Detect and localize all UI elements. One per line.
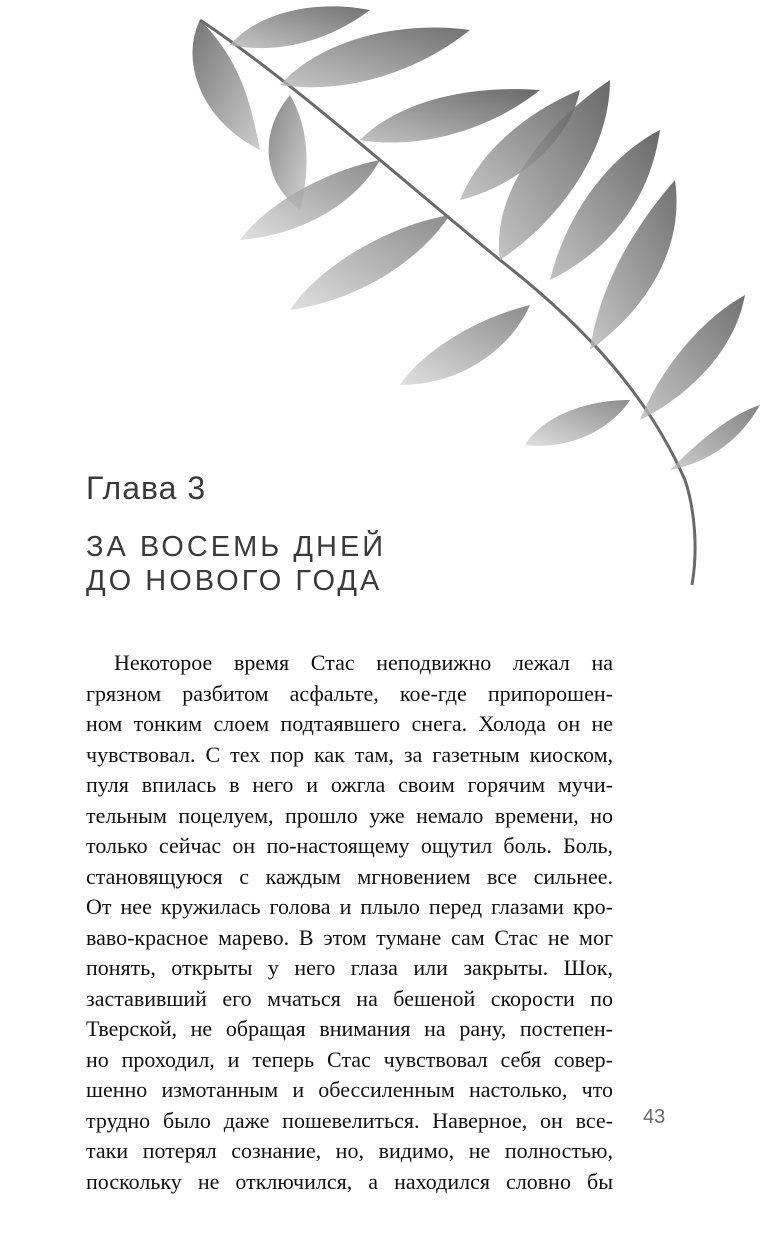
text-line: заставивший его мчаться на бешеной скорости по — [86, 985, 613, 1011]
body-text — [86, 648, 613, 1197]
text-line: пуля впилась в него и ожгла своим горячим мучи- — [86, 772, 613, 797]
text-line: тельным поцелуем, прошло уже немало времени, но — [86, 802, 613, 828]
text-line: трудно было даже пошевелиться. Наверное, он все- — [86, 1107, 613, 1133]
chapter-title-line: ЗА ВОСЕМЬ ДНЕЙ — [86, 531, 387, 563]
text-line: Некоторое время Стас неподвижно лежал на — [114, 650, 613, 675]
text-line: шенно измотанным и обессиленным настолько, что — [86, 1077, 613, 1102]
text-line: ваво-красное марево. В этом тумане сам Стас не мог — [86, 924, 613, 950]
text-line: ном тонким слоем подтаявшего снега. Холода он не — [86, 711, 613, 736]
text-line: таки потерял сознание, но, видимо, не полностью, — [86, 1138, 613, 1163]
text-line: только сейчас он по-настоящему ощутил боль. Боль, — [86, 833, 613, 858]
chapter-title-line: ДО НОВОГО ГОДА — [86, 565, 383, 597]
text-line: От нее кружилась голова и плыло перед глазами кро- — [86, 894, 613, 919]
text-line: понять, открыты у него глаза или закрыты. Шок, — [86, 955, 613, 980]
leaf-branch-icon — [170, 0, 768, 590]
text-line: но проходил, и теперь Стас чувствовал себя совер- — [86, 1046, 613, 1072]
page-number: 43 — [643, 1106, 666, 1128]
text-line: Тверской, не обращая внимания на рану, постепен- — [86, 1016, 613, 1041]
text-line: чувствовал. С тех пор как там, за газетным киоском, — [86, 741, 613, 767]
text-line: становящуюся с каждым мгновением все сильнее. — [86, 863, 613, 889]
text-line: поскольку не отключился, а находился словно бы — [86, 1168, 613, 1194]
chapter-label: Глава 3 — [86, 470, 207, 506]
text-line: грязном разбитом асфальте, кое-где припорошен- — [86, 680, 613, 706]
chapter-title — [86, 530, 386, 598]
